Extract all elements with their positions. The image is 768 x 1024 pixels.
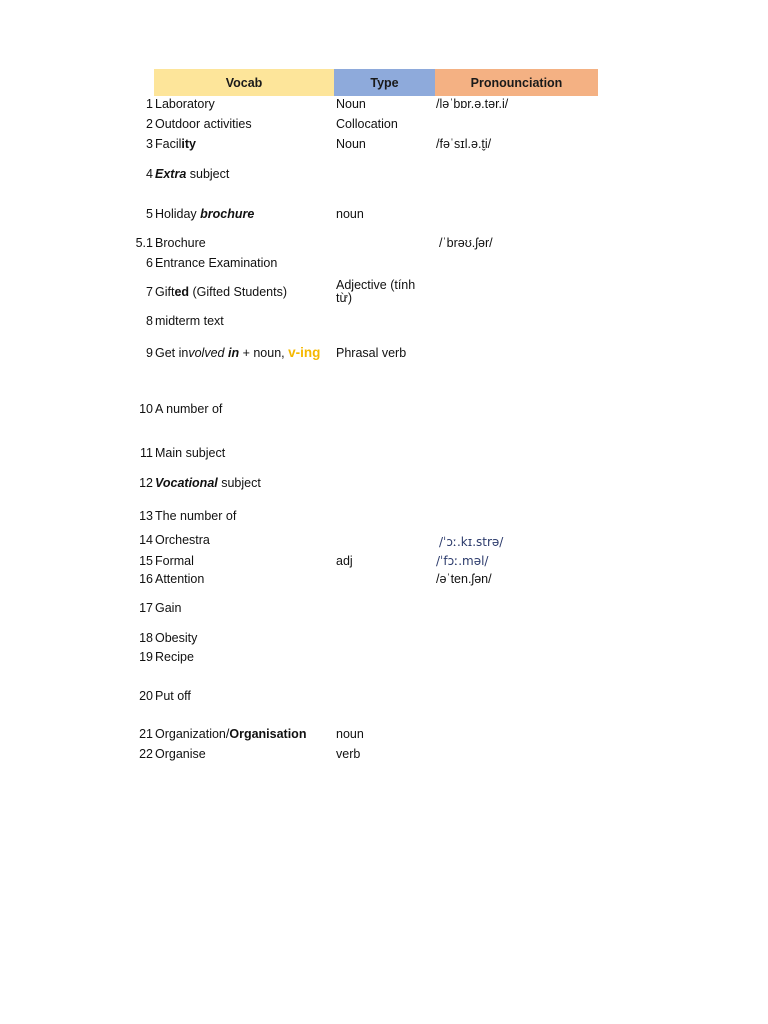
row-number: 10	[139, 402, 153, 416]
row-number: 3	[146, 137, 153, 151]
vocab-cell	[155, 137, 196, 151]
row-number: 9	[146, 346, 153, 360]
vocab-cell	[155, 285, 287, 299]
vocab-cell: Brochure	[155, 236, 206, 250]
table-row	[0, 314, 768, 328]
vocab-emphasis: volved	[188, 346, 225, 360]
vocab-cell: Organise	[155, 747, 206, 761]
row-number: 6	[146, 256, 153, 270]
row-number: 5.1	[135, 236, 153, 250]
vocab-text: Get in	[155, 346, 189, 360]
pronunciation-cell: /ˈbrəʊ.ʃər/	[439, 236, 493, 250]
type-cell: verb	[336, 747, 361, 761]
row-number: 21	[139, 727, 153, 741]
row-number: 7	[146, 285, 153, 299]
vocab-cell: A number of	[155, 402, 223, 416]
table-row	[0, 601, 768, 615]
vocab-cell: Formal	[155, 554, 194, 568]
vocab-cell: Gain	[155, 601, 182, 615]
row-number: 19	[139, 650, 153, 664]
vocab-cell	[155, 346, 320, 360]
row-number: 18	[139, 631, 153, 645]
table-row	[0, 631, 768, 645]
vocab-cell: Entrance Examination	[155, 256, 278, 270]
pronunciation-cell: /ˈfɔː.məl/	[436, 554, 489, 568]
type-cell: Noun	[336, 97, 366, 111]
pronunciation-cell: /ləˈbɒr.ə.tər.i/	[436, 97, 509, 111]
table-row	[0, 650, 768, 664]
vocab-cell	[155, 476, 261, 490]
vocab-cell	[155, 167, 229, 181]
table-row	[0, 167, 768, 181]
vocab-emphasis: Vocational	[155, 476, 218, 490]
vocab-cell	[155, 207, 254, 221]
vocab-emphasis: ed	[174, 285, 190, 299]
vocab-text: Holiday	[155, 207, 201, 221]
row-number: 11	[140, 446, 153, 460]
table-row	[0, 446, 768, 460]
type-cell: Noun	[336, 137, 366, 151]
vocab-cell: Obesity	[155, 631, 198, 645]
type-cell: noun	[336, 207, 364, 221]
type-cell: noun	[336, 727, 364, 741]
table-row	[0, 97, 768, 111]
table-row	[0, 727, 768, 741]
pronunciation-cell: /ˈɔː.kɪ.strə/	[439, 535, 504, 549]
v-ing-highlight: v-ing	[288, 345, 321, 360]
pronunciation-header: Pronounciation	[435, 69, 598, 96]
table-row	[0, 278, 768, 305]
vocab-text: + noun,	[239, 346, 289, 360]
table-row	[0, 747, 768, 761]
table-row	[0, 236, 768, 250]
type-cell: adj	[336, 554, 353, 568]
row-number: 12	[139, 476, 153, 490]
row-number: 1	[146, 97, 153, 111]
row-number: 5	[146, 207, 153, 221]
row-number: 15	[139, 554, 153, 568]
vocab-cell	[155, 727, 306, 741]
pronunciation-cell: /əˈten.ʃən/	[436, 572, 492, 586]
table-row	[0, 207, 768, 221]
vocab-cell: midterm text	[155, 314, 224, 328]
type-header: Type	[334, 69, 435, 96]
table-row	[0, 509, 768, 523]
vocab-emphasis: Organisation	[229, 727, 307, 741]
vocab-emphasis: ity	[181, 137, 196, 151]
type-cell: Phrasal verb	[336, 346, 407, 360]
table-row	[0, 402, 768, 416]
table-row	[0, 117, 768, 131]
vocab-text: Facil	[155, 137, 182, 151]
vocab-cell: Orchestra	[155, 533, 210, 547]
type-cell: Adjective (tính từ)	[336, 278, 416, 305]
vocab-emphasis: Extra	[155, 167, 187, 181]
row-number: 2	[146, 117, 153, 131]
vocab-note: (Gifted Students)	[189, 285, 288, 299]
vocab-cell: Recipe	[155, 650, 194, 664]
row-number: 20	[139, 689, 153, 703]
table-row	[0, 256, 768, 270]
row-number: 16	[139, 572, 153, 586]
table-row	[0, 572, 768, 586]
row-number: 14	[139, 533, 153, 547]
type-cell: Collocation	[336, 117, 398, 131]
vocab-cell: Main subject	[155, 446, 226, 460]
row-number: 13	[139, 509, 153, 523]
table-row	[0, 345, 768, 360]
row-number: 22	[139, 747, 153, 761]
vocab-text: Organization/	[155, 727, 230, 741]
vocab-header: Vocab	[154, 69, 334, 96]
table-row	[0, 554, 768, 568]
vocab-cell: Attention	[155, 572, 205, 586]
row-number: 17	[139, 601, 153, 615]
pronunciation-cell: /fəˈsɪl.ə.t̬i/	[436, 137, 492, 151]
vocab-emphasis: in	[227, 346, 240, 360]
vocab-cell: The number of	[155, 509, 237, 523]
table-row	[0, 533, 768, 549]
table-row	[0, 476, 768, 490]
vocab-cell: Outdoor activities	[155, 117, 252, 131]
vocab-emphasis: brochure	[200, 207, 255, 221]
vocab-cell: Laboratory	[155, 97, 215, 111]
vocab-cell: Put off	[155, 689, 191, 703]
row-number: 4	[146, 167, 153, 181]
row-number: 8	[146, 314, 153, 328]
vocab-text: subject	[217, 476, 261, 490]
table-row	[0, 137, 768, 151]
table-row	[0, 689, 768, 703]
vocab-text: subject	[186, 167, 230, 181]
vocab-text: Gift	[155, 285, 175, 299]
